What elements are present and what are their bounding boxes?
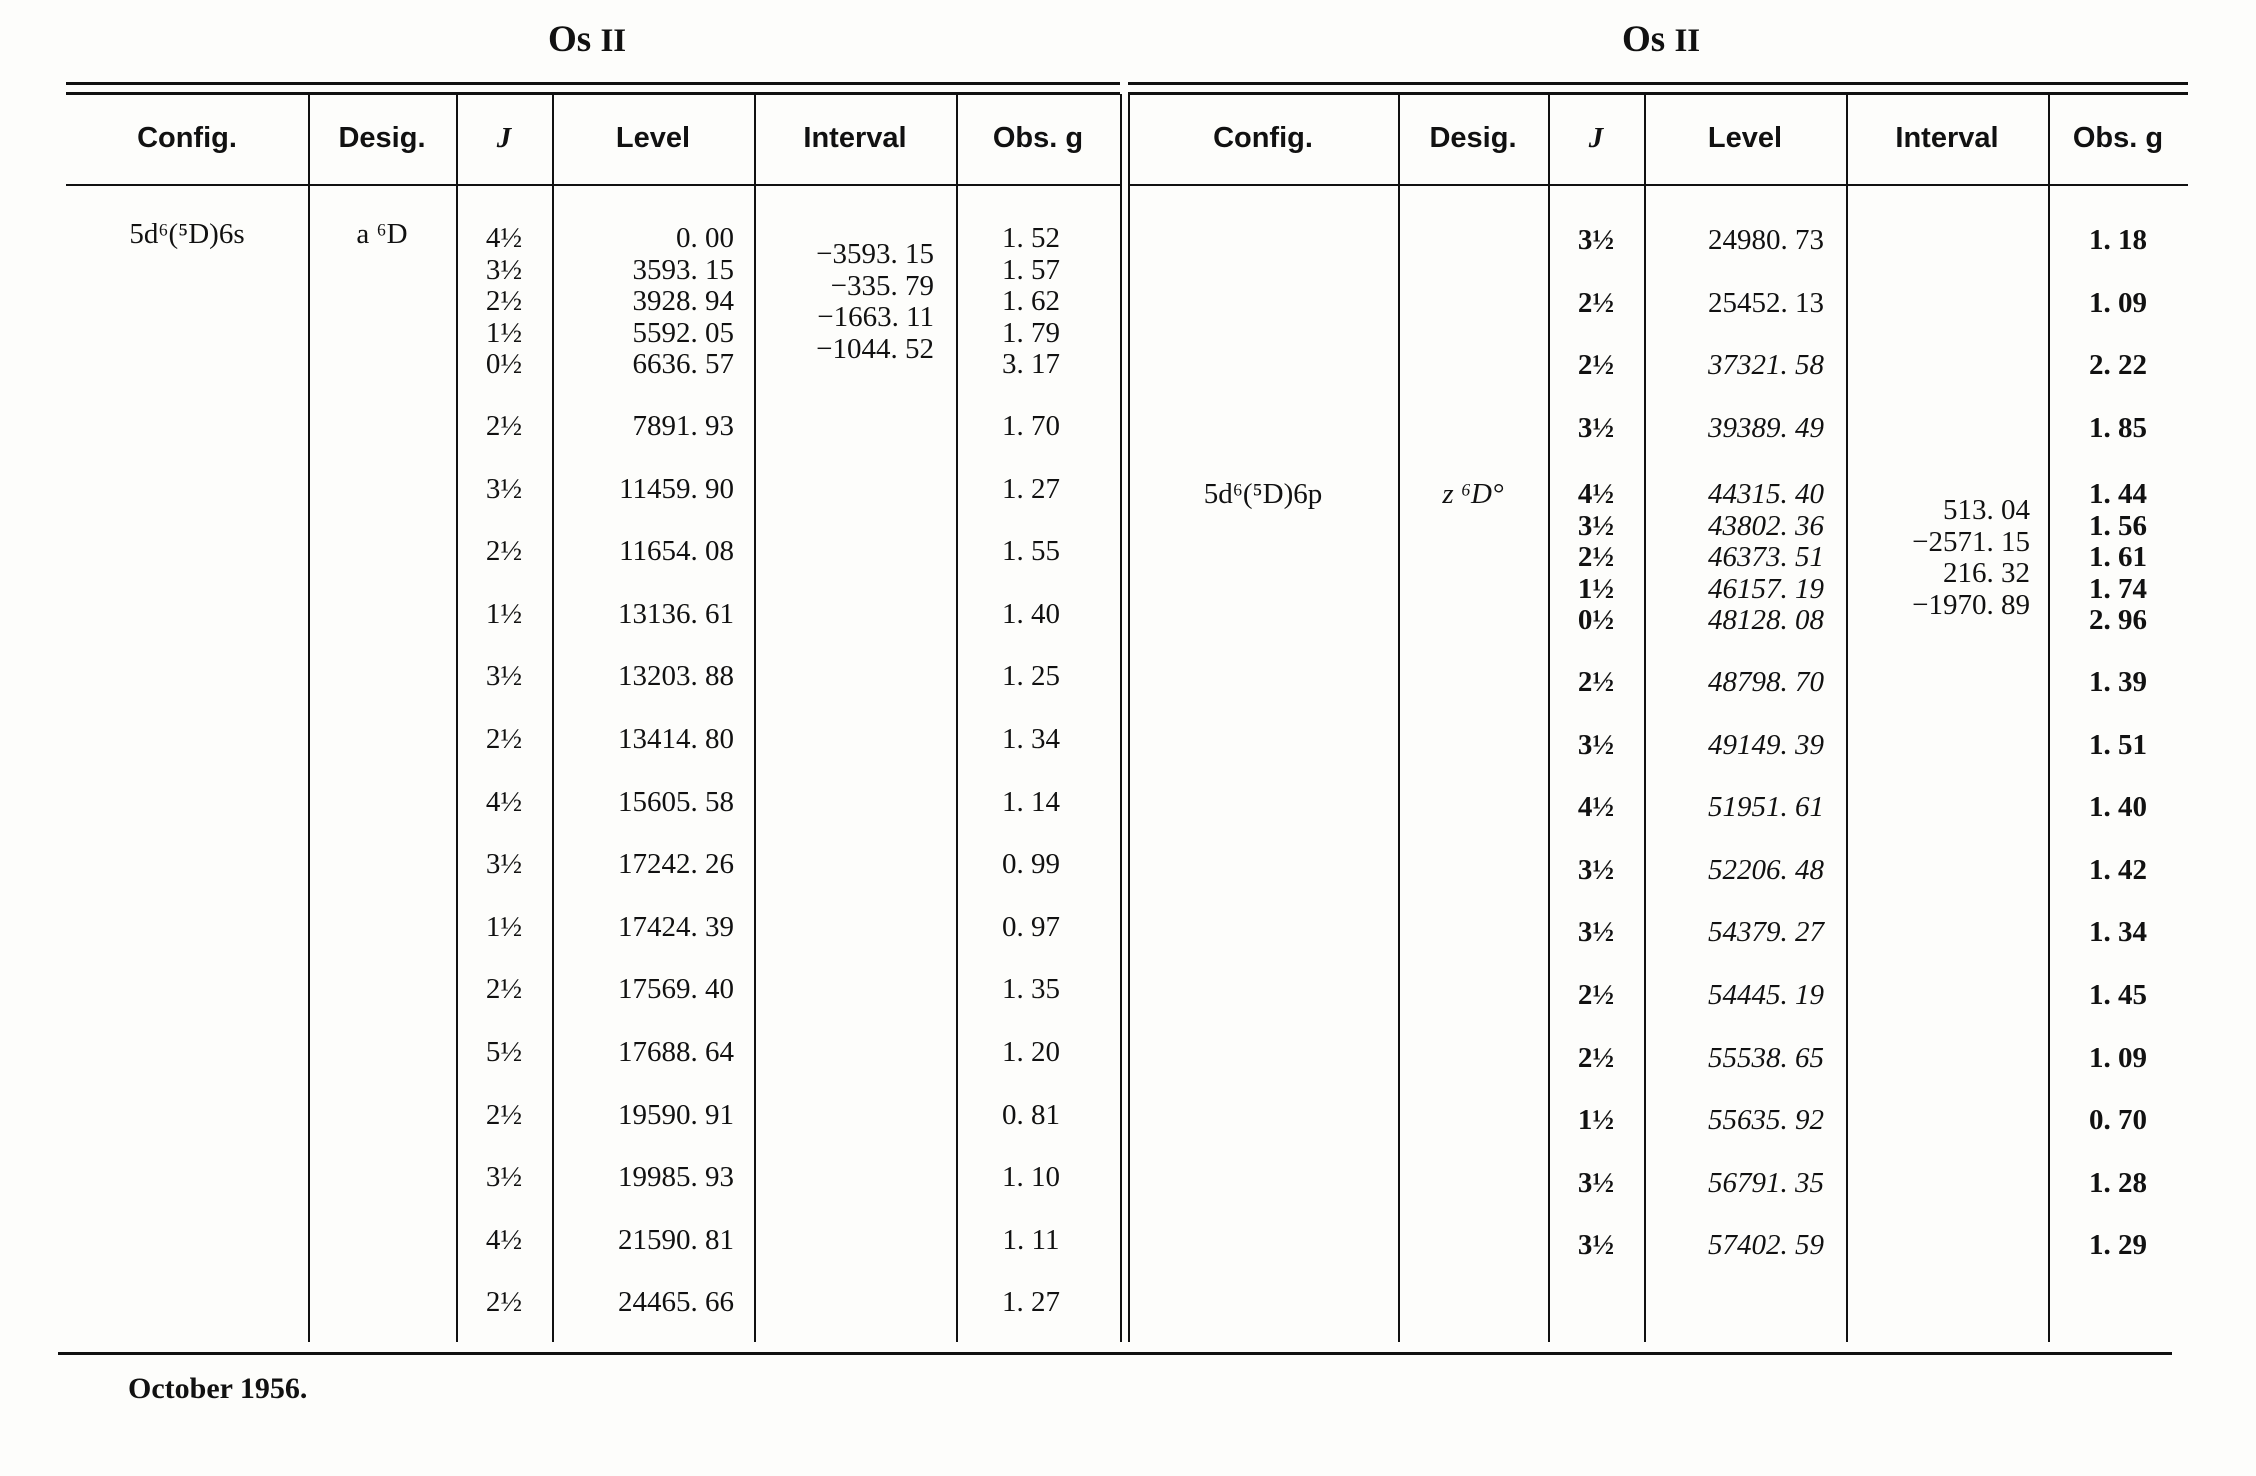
j-cell: 2½ (1577, 286, 1615, 319)
level-cell: 19590. 91 (618, 1098, 734, 1131)
level-cell: 39389. 49 (1708, 411, 1824, 444)
g-cell: 3. 17 (1002, 348, 1060, 380)
g-cell: 1. 34 (2089, 916, 2147, 949)
g-cell: 1. 27 (1002, 472, 1060, 505)
j-cell: 0½ (1577, 604, 1615, 636)
level-cell: 15605. 58 (618, 785, 734, 818)
g-cell: 1. 39 (2089, 666, 2147, 698)
j-cell: 3½ (485, 472, 523, 505)
level-cell: 3928. 94 (632, 285, 734, 317)
level-cell: 24980. 73 (1708, 224, 1824, 256)
right-table-title (1622, 18, 1700, 61)
g-cell: 1. 35 (1002, 973, 1060, 1006)
j-cell: 5½ (485, 1036, 523, 1068)
g-cell: 1. 14 (1002, 785, 1060, 818)
g-cell: 1. 42 (2089, 853, 2147, 886)
j-cell: 2½ (1577, 979, 1615, 1011)
level-cell: 11654. 08 (619, 535, 734, 568)
interval-cell: 513. 04 (1943, 494, 2030, 526)
g-cell: 1. 55 (1002, 535, 1060, 568)
level-cell: 46373. 51 (1708, 541, 1824, 573)
header-interval: Interval (803, 122, 907, 154)
g-cell: 1. 40 (1002, 597, 1060, 630)
level-cell: 19985. 93 (618, 1161, 734, 1194)
j-cell: 4½ (485, 222, 523, 254)
level-cell: 51951. 61 (1708, 791, 1824, 824)
j-cell: 3½ (1577, 1166, 1615, 1199)
g-cell: 1. 52 (1002, 222, 1060, 254)
g-cell: 1. 40 (2089, 791, 2147, 824)
interval-cell: −1044. 52 (816, 332, 934, 365)
header-config: Config. (137, 122, 237, 154)
level-cell: 49149. 39 (1708, 728, 1824, 761)
level-cell: 44315. 40 (1708, 478, 1824, 510)
j-cell: 2½ (485, 285, 523, 317)
j-cell: 3½ (1577, 853, 1615, 886)
bottom-rule (58, 1352, 2172, 1355)
left-table-title (548, 18, 626, 61)
config-cell: 5d⁶(⁵D)6p (1203, 478, 1323, 510)
g-cell: 1. 28 (2089, 1166, 2147, 1199)
g-cell: 1. 27 (1002, 1286, 1060, 1319)
j-cell: 2½ (485, 973, 523, 1006)
header-interval: Interval (1895, 122, 1999, 154)
level-cell: 46157. 19 (1708, 572, 1824, 605)
title-element: Os (1622, 19, 1666, 60)
j-cell: 2½ (485, 410, 523, 442)
g-cell: 1. 79 (1002, 316, 1060, 349)
j-cell: 3½ (1577, 1229, 1615, 1262)
header-desig: Desig. (1429, 122, 1517, 154)
g-cell: 0. 97 (1002, 910, 1060, 943)
header-j-text: J (496, 122, 512, 154)
interval-cell: −2571. 15 (1912, 525, 2030, 558)
j-cell: 2½ (485, 535, 523, 568)
j-cell: 3½ (485, 253, 523, 286)
level-cell: 57402. 59 (1708, 1229, 1824, 1262)
desig-cell: z ⁶D° (1442, 478, 1504, 510)
header-obs-g: Obs. g (2072, 122, 2164, 154)
level-cell: 56791. 35 (1708, 1166, 1824, 1199)
header-j-text: J (1588, 122, 1604, 154)
level-cell: 17569. 40 (618, 973, 734, 1006)
j-cell: 1½ (1577, 1104, 1615, 1137)
header-config: Config. (1213, 122, 1313, 154)
g-cell: 1. 70 (1002, 410, 1060, 442)
level-cell: 55635. 92 (1708, 1104, 1824, 1137)
j-cell: 3½ (485, 660, 523, 693)
g-cell: 2. 96 (2089, 604, 2147, 636)
level-cell: 43802. 36 (1708, 509, 1824, 542)
g-cell: 2. 22 (2089, 349, 2147, 382)
footer-date: October 1956. (128, 1372, 308, 1405)
j-cell: 4½ (485, 785, 523, 818)
j-cell: 3½ (1577, 411, 1615, 444)
j-cell: 3½ (1577, 728, 1615, 761)
level-cell: 25452. 13 (1708, 286, 1824, 319)
j-cell: 4½ (485, 1223, 523, 1256)
j-cell: 3½ (1577, 509, 1615, 542)
interval-cell: −3593. 15 (816, 238, 934, 270)
g-cell: 1. 34 (1002, 723, 1060, 755)
level-cell: 7891. 93 (632, 410, 734, 442)
g-cell: 0. 99 (1002, 848, 1060, 881)
title-spectrum: II (1674, 23, 1701, 59)
level-cell: 17242. 26 (618, 848, 734, 881)
j-cell: 3½ (1577, 224, 1615, 256)
g-cell: 1. 18 (2089, 224, 2147, 256)
j-cell: 1½ (485, 316, 523, 349)
level-cell: 54379. 27 (1708, 916, 1824, 949)
g-cell: 1. 29 (2089, 1229, 2147, 1262)
j-cell: 2½ (1577, 349, 1615, 382)
interval-cell: 216. 32 (1943, 557, 2030, 589)
level-cell: 13414. 80 (618, 723, 734, 755)
level-cell: 48128. 08 (1708, 604, 1824, 636)
g-cell: 1. 56 (2089, 509, 2147, 542)
level-cell: 6636. 57 (632, 348, 734, 380)
level-cell: 17424. 39 (618, 910, 734, 943)
interval-cell: −335. 79 (830, 269, 934, 302)
level-cell: 48798. 70 (1708, 666, 1824, 698)
level-cell: 54445. 19 (1708, 979, 1824, 1011)
j-cell: 2½ (1577, 666, 1615, 698)
title-element: Os (548, 19, 592, 60)
g-cell: 0. 81 (1002, 1098, 1060, 1131)
level-cell: 55538. 65 (1708, 1041, 1824, 1074)
title-spectrum: II (600, 23, 627, 59)
interval-cell: −1970. 89 (1912, 588, 2030, 621)
g-cell: 1. 10 (1002, 1161, 1060, 1194)
level-cell: 13203. 88 (618, 660, 734, 693)
g-cell: 1. 09 (2089, 286, 2147, 319)
level-cell: 37321. 58 (1708, 349, 1824, 382)
desig-cell: a ⁶D (356, 218, 408, 250)
header-j (456, 122, 552, 155)
g-cell: 1. 44 (2089, 478, 2147, 510)
level-cell: 24465. 66 (618, 1286, 734, 1319)
header-level: Level (1707, 122, 1783, 154)
header-desig: Desig. (338, 122, 426, 154)
header-level: Level (615, 122, 691, 154)
g-cell: 1. 74 (2089, 572, 2147, 605)
header-obs-g: Obs. g (992, 122, 1084, 154)
j-cell: 2½ (485, 1098, 523, 1131)
g-cell: 1. 20 (1002, 1036, 1060, 1068)
header-j (1548, 122, 1644, 155)
j-cell: 4½ (1577, 478, 1615, 510)
left-table (66, 82, 1120, 1342)
g-cell: 1. 09 (2089, 1041, 2147, 1074)
level-cell: 52206. 48 (1708, 853, 1824, 886)
g-cell: 1. 85 (2089, 411, 2147, 444)
level-cell: 17688. 64 (618, 1036, 734, 1068)
interval-cell: −1663. 11 (817, 301, 934, 333)
j-cell: 3½ (1577, 916, 1615, 949)
level-cell: 11459. 90 (619, 472, 734, 505)
right-table (1128, 82, 2188, 1342)
level-cell: 21590. 81 (618, 1223, 734, 1256)
j-cell: 1½ (485, 597, 523, 630)
level-cell: 0. 00 (676, 222, 734, 254)
j-cell: 2½ (1577, 1041, 1615, 1074)
level-cell: 3593. 15 (632, 253, 734, 286)
g-cell: 0. 70 (2089, 1104, 2147, 1137)
j-cell: 2½ (485, 1286, 523, 1319)
g-cell: 1. 11 (1002, 1223, 1060, 1256)
j-cell: 1½ (1577, 572, 1615, 605)
g-cell: 1. 25 (1002, 660, 1060, 693)
j-cell: 2½ (485, 723, 523, 755)
j-cell: 4½ (1577, 791, 1615, 824)
j-cell: 2½ (1577, 541, 1615, 573)
g-cell: 1. 45 (2089, 979, 2147, 1011)
j-cell: 3½ (485, 848, 523, 881)
level-cell: 13136. 61 (618, 597, 734, 630)
level-cell: 5592. 05 (632, 316, 734, 349)
config-cell: 5d⁶(⁵D)6s (129, 218, 245, 250)
j-cell: 1½ (485, 910, 523, 943)
g-cell: 1. 51 (2089, 728, 2147, 761)
g-cell: 1. 62 (1002, 285, 1060, 317)
g-cell: 1. 61 (2089, 541, 2147, 573)
j-cell: 3½ (485, 1161, 523, 1194)
j-cell: 0½ (485, 348, 523, 380)
g-cell: 1. 57 (1002, 253, 1060, 286)
